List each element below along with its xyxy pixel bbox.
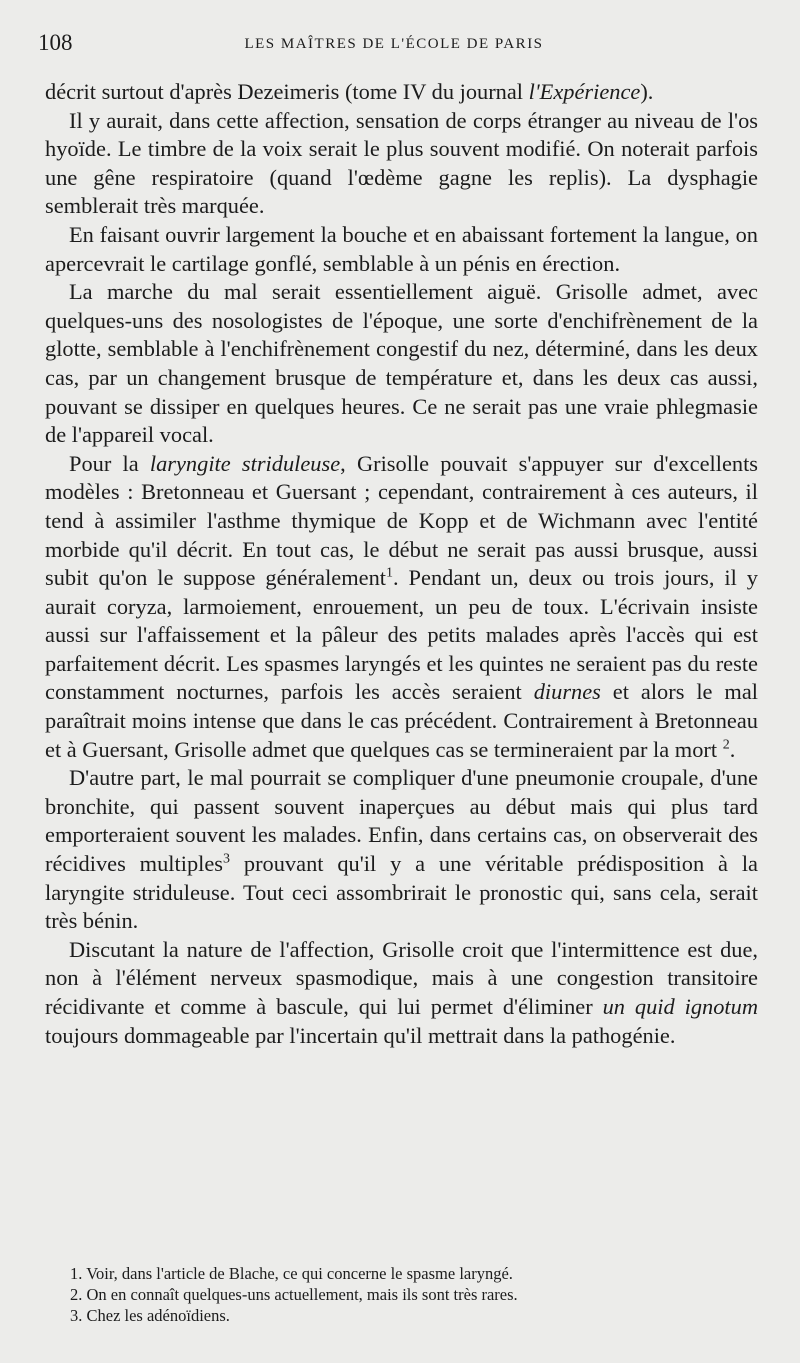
text-run: prouvant qu'il y a une véritable prédisposition à la laryngite striduleuse. Tout ceci assombrirait le pronostic qui, sans cela, serait très bénin. [45,851,758,934]
paragraph [45,450,758,765]
running-title: LES MAÎTRES DE L'ÉCOLE DE PARIS [244,36,544,52]
italic-text: l'Expérience [528,79,641,104]
text-run: décrit surtout d'après Dezeimeris (tome IV du journal [45,79,529,104]
footnote-reference: 3 [223,851,231,867]
text-run: Discutant la nature de l'affection, Grisolle croit que l'intermittence est due, non à l'élément nerveux spasmodique, mais à une congestion transitoire récidivante et comme à bascule, qui lui permet d'éliminer [45,936,758,1019]
text-run: toujours dommageable par l'incertain qu'il mettrait dans la pathogénie. [45,1022,676,1048]
paragraph [45,107,758,221]
footnote: 1. Voir, dans l'article de Blache, ce qui concerne le spasme laryngé. [70,1264,513,1283]
paragraph [45,764,758,936]
paragraph [45,936,758,1050]
footnote-reference: 2 [722,737,730,753]
paragraph [45,78,758,107]
paragraph [45,278,758,450]
text-run: D'autre part, le mal pourrait se compliquer d'une pneumonie croupale, d'une bronchite, qui passent souvent inaperçues au début mais qui plus tard emporteraient souvent les malades. Enfin, dans certains cas, on observerait des récidives multiples [45,765,758,877]
italic-text: un quid ignotum [602,994,758,1019]
text-run: Il y aurait, dans cette affection, sensation de corps étranger au niveau de l'os hyoïde. Le timbre de la voix serait le plus souvent modifié. On noterait parfois une gêne respiratoire (quand l'œdème gagne les replis). La dysphagie semblerait très marquée. [45,107,758,219]
text-run: . [729,736,736,762]
text-run: et alors le mal paraîtrait moins intense que dans le cas précédent. Contrairement à Bretonneau et à Guersant, Grisolle admet que quelques cas se termineraient par la mort [45,679,758,762]
page-number: 108 [38,30,73,55]
footnote-reference: 1 [386,565,394,581]
footnote: 2. On en connaît quelques-uns actuellement, mais ils sont très rares. [70,1285,518,1304]
page-header [38,30,750,60]
body-text [45,78,758,1050]
footnotes [70,1263,760,1326]
text-run: . Pendant un, deux ou trois jours, il y aurait coryza, larmoiement, enrouement, un peu de toux. L'écrivain insiste aussi sur l'affaissement et la pâleur des petits malades après l'accès qui est parfaitement décrit. Les spasmes laryngés et les quintes ne seraient pas du reste constamment nocturnes, parfois les accès seraient [45,565,758,705]
text-run: La marche du mal serait essentiellement aiguë. Grisolle admet, avec quelques-uns des nosologistes de l'époque, une sorte d'enchifrènement de la glotte, semblable à l'enchifrènement congestif du nez, déterminé, dans les deux cas, par un changement brusque de température et, dans les deux cas aussi, pouvant se dissiper en quelques heures. Ce ne serait pas une vraie phlegmasie de l'appareil vocal. [45,279,758,448]
italic-text: laryngite striduleuse [149,450,341,476]
italic-text: diurnes [533,679,601,705]
text-run: , Grisolle pouvait s'appuyer sur d'excellents modèles : Bretonneau et Guersant ; cependant, contrairement à ces auteurs, il tend à assimiler l'asthme thymique de Kopp et de Wichmann avec l'entité morbide qu'il décrit. En tout cas, le début ne serait pas aussi brusque, aussi subit qu'on le suppose généralement [45,450,759,591]
text-run: ). [640,79,654,104]
text-run: Pour la [69,450,150,476]
footnote: 3. Chez les adénoïdiens. [70,1306,230,1325]
text-run: En faisant ouvrir largement la bouche et en abaissant fortement la langue, on apercevrait le cartilage gonflé, semblable à un pénis en érection. [45,221,758,276]
paragraph [45,221,758,278]
